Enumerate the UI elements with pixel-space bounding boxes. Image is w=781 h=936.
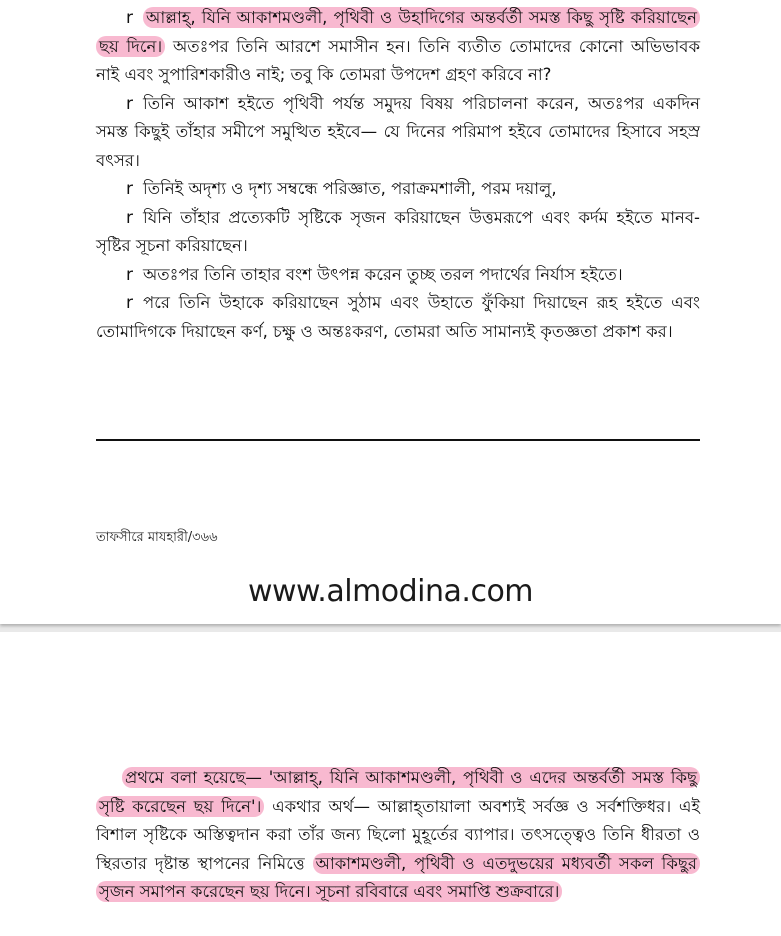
verse-text: তিনিই অদৃশ্য ও দৃশ্য সম্বন্ধে পরিজ্ঞাত, পরাক্রমশালী, পরম দয়ালু, <box>143 179 557 198</box>
commentary-text: একথার অর্থ— আল্লাহ্‌তায়ালা অবশ্যই সর্বজ্ঞ ও সর্বশক্তিধর। এই বিশাল সৃষ্টিকে অস্তিত্বদান করা তাঁর জন্য ছিলো মুহূর্তের ব্যাপার। তৎসত্ত্বেও তিনি ধীরতা ও স্থিরতার দৃষ্টান্ত স্থাপনের নিমিত্তে <box>96 796 700 873</box>
verse-bullet: r <box>126 264 133 285</box>
verse-bullet: r <box>126 179 133 199</box>
highlighted-text: প্রথমে বলা হয়েছে— 'আল্লাহ্‌, যিনি আকাশমণ্ডলী, পৃথিবী ও এদের অন্তর্বর্তী সমস্ত কিছু সৃষ্টি করেছেন ছয় দিনে'। <box>96 767 700 817</box>
verse-bullet: r <box>126 93 133 114</box>
verse-4 <box>96 204 700 261</box>
footnote-source: তাফসীরে মাযহারী/৩৬৬ <box>96 530 218 545</box>
website-watermark: www.almodina.com <box>247 574 534 609</box>
verse-text: তিনি আকাশ হইতে পৃথিবী পর্যন্ত সমুদয় বিষয় পরিচালনা করেন, অতঃপর একদিন সমস্ত কিছুই তাঁহার সমীপে সমুত্থিত হইবে— যে দিনের পরিমাপ হইবে তোমাদের হিসাবে সহস্র বৎসর। <box>96 93 700 170</box>
verse-5 <box>96 261 700 290</box>
verse-text: যিনি তাঁহার প্রত্যেকটি সৃষ্টিকে সৃজন করিয়াছেন উত্তমরূপে এবং কর্দম হইতে মানব-সৃষ্টির সূচনা করিয়াছেন। <box>96 207 700 255</box>
verse-text: অতঃপর তিনি আরশে সমাসীন হন। তিনি ব্যতীত তোমাদের কোনো অভিভাবক নাই এবং সুপারিশকারীও নাই; তবু কি তোমরা উপদেশ গ্রহণ করিবে না? <box>96 36 700 84</box>
verse-text: পরে তিনি উহাকে করিয়াছেন সুঠাম এবং উহাতে ফুঁকিয়া দিয়াছেন রূহ হইতে এবং তোমাদিগকে দিয়াছেন কর্ণ, চক্ষু ও অন্তঃকরণ, তোমরা অতি সামান্যই কৃতজ্ঞতা প্রকাশ কর। <box>96 293 700 341</box>
verse-3 <box>96 175 700 204</box>
highlighted-text: আকাশমণ্ডলী, পৃথিবী ও এতদুভয়ের মধ্যবর্তী সকল কিছুর সৃজন সমাপন করেছেন ছয় দিনে। সূচনা রবিবারে এবং সমাপ্তি শুক্রবারে। <box>96 853 700 903</box>
commentary-block <box>96 764 700 907</box>
section-divider <box>96 439 700 441</box>
document-page-2 <box>0 632 781 936</box>
highlighted-text: আল্লাহ্‌, যিনি আকাশমণ্ডলী, পৃথিবী ও উহাদিগের অন্তর্বর্তী সমস্ত কিছু সৃষ্টি করিয়াছেন ছয় দিনে। <box>96 7 700 57</box>
verse-text: অতঃপর তিনি তাহার বংশ উৎপন্ন করেন তুচ্ছ তরল পদার্থের নির্যাস হইতে। <box>143 264 623 284</box>
verse-6 <box>96 289 700 346</box>
verse-bullet: r <box>126 293 133 313</box>
verse-bullet: r <box>126 8 133 28</box>
verse-1 <box>96 4 700 90</box>
commentary-paragraph <box>96 764 700 907</box>
verse-bullet: r <box>126 207 133 228</box>
verse-block <box>96 4 700 346</box>
verse-2 <box>96 90 700 176</box>
